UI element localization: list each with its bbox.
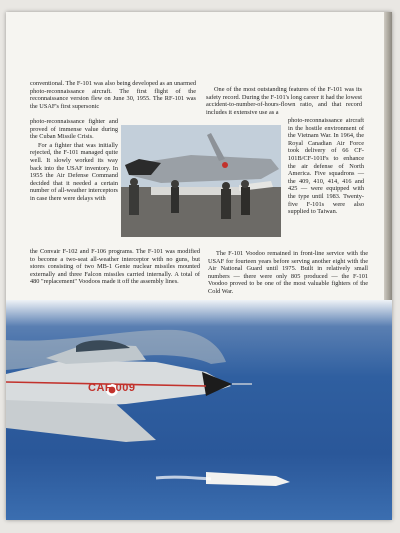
left-column-wide-text bbox=[30, 248, 200, 287]
paragraph: The F-101 Voodoo remained in front-line service with the USAF for fourteen years before serving another eight with the Air National Guard until 1975. Built in relatively small numbers — there were only 805 produced — the F-101 Voodoo proved to be one of the most valuable fighters of the Cold War. bbox=[208, 250, 368, 295]
left-column-narrow-text bbox=[30, 118, 118, 204]
right-column-top-text bbox=[206, 86, 362, 117]
aircraft-serial-marking: CAF 009 bbox=[88, 382, 136, 394]
book-page bbox=[6, 12, 392, 520]
paragraph: conventional. The F-101 was also being developed as an unarmed photo-reconnaissance aircraft. The first flight of the reconnaissance version flew on June 30, 1955. The RF-101 was the USAF's first supersonic bbox=[30, 80, 197, 110]
paragraph: the Convair F-102 and F-106 programs. The F-101 was modified to become a two-seat all-weather interceptor with no guns, but stores consisting of two MB-1 Genie nuclear missiles mounted externally and three Falcon missiles carried internally. A total of 480 "replacement" Voodoos made it off the assembly lines. bbox=[30, 248, 200, 286]
right-column-narrow-text bbox=[288, 117, 364, 217]
bottom-photo-voodoo-in-flight bbox=[6, 300, 392, 520]
left-column-top-text bbox=[30, 80, 196, 111]
inset-photo-illustration bbox=[121, 125, 281, 237]
paragraph: photo-reconnaissance aircraft in the hostile environment of the Vietnam War. In 1964, the Royal Canadian Air Force took delivery of 66 CF-101B/CF-101Fs to enhance the air defense of North America. Five squadrons — the 409, 410, 414, 416 and 425 — were equipped with the type until 1983. Twenty-five F-101s were also supplied to Taiwan. bbox=[288, 117, 364, 216]
paragraph: For a fighter that was initially rejected, the F-101 managed quite well. It slowly worked its way back into the USAF inventory. In 1955 the Air Defense Command decided that it needed a certain number of all-weather interceptors in case there were delays with bbox=[30, 141, 118, 202]
paragraph: photo-reconnaissance fighter and proved of immense value during the Cuban Missile Crisis. bbox=[30, 118, 118, 141]
inset-photo-ground-crew bbox=[121, 125, 281, 237]
paragraph: One of the most outstanding features of the F-101 was its safety record. During the F-101's long career it had the lowest accident-to-number-of-hours-flown ratio, and that record includes it extensive use as a bbox=[206, 86, 362, 116]
voodoo-illustration bbox=[6, 300, 392, 520]
right-column-bottom-text bbox=[208, 250, 368, 297]
